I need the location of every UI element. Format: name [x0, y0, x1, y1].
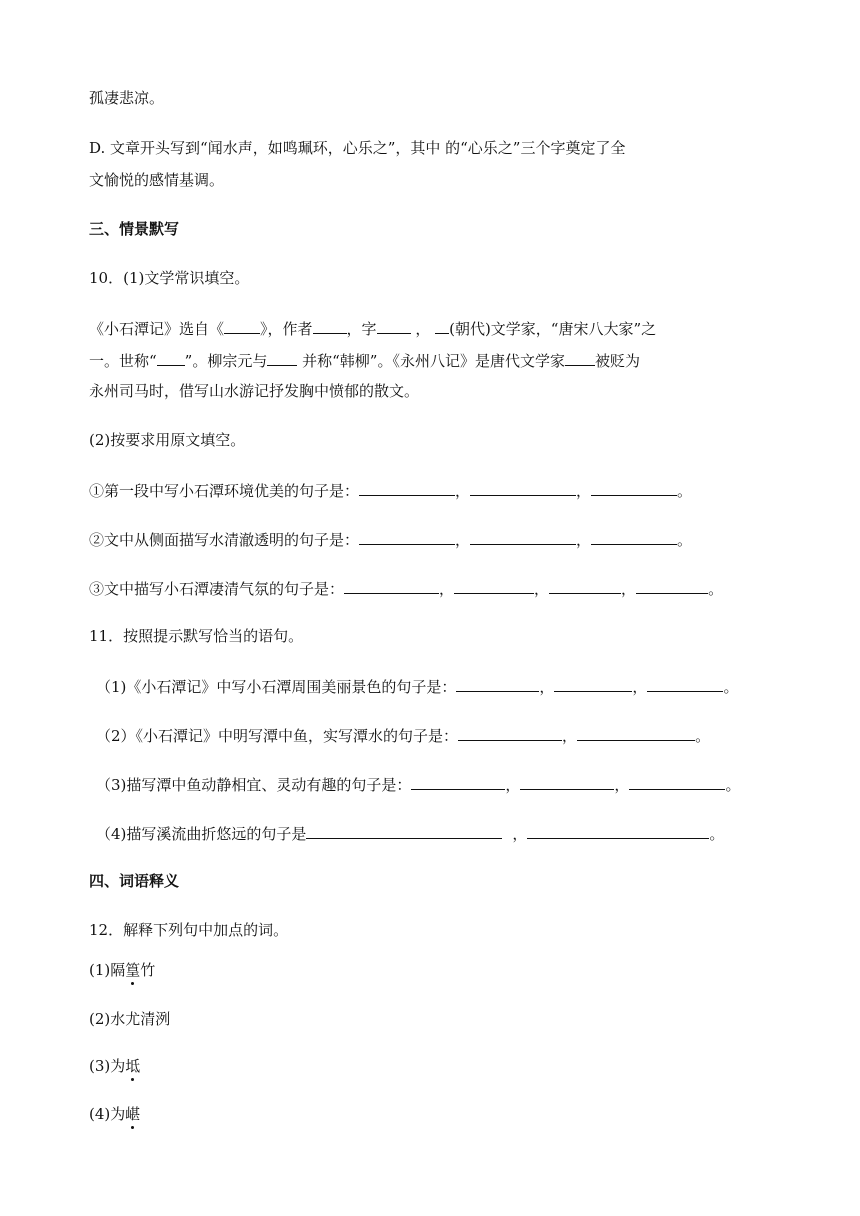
comma: ，	[512, 825, 528, 843]
answer-blank[interactable]	[267, 349, 297, 366]
answer-blank[interactable]	[549, 577, 621, 594]
text-segment: (1)隔	[89, 961, 126, 979]
text-segment: （4)描写溪流曲折悠远的句子是	[96, 825, 307, 843]
word-item-4	[89, 1104, 140, 1124]
text-segment: （1)《小石潭记》中写小石潭周围美丽景色的句子是：	[96, 678, 457, 696]
answer-blank[interactable]	[313, 317, 347, 334]
answer-blank[interactable]	[527, 822, 709, 839]
text-segment: 一。世称“	[89, 352, 157, 370]
option-d-line-1: D. 文章开头写到“闻水声，如鸣珮环，心乐之”，其中 的“心乐之”三个字奠定了全	[89, 139, 626, 157]
text-segment: ”。柳宗元与	[184, 352, 268, 370]
answer-blank[interactable]	[554, 675, 632, 692]
dotted-word: 篁	[125, 961, 141, 979]
period: 。	[695, 727, 711, 745]
word-item-2: (2)水尤清洌	[89, 1010, 171, 1028]
text-segment: 被贬为	[594, 352, 640, 370]
text-line: 孤凄悲凉。	[89, 89, 165, 107]
answer-blank[interactable]	[359, 528, 455, 545]
answer-blank[interactable]	[577, 724, 695, 741]
period: 。	[708, 580, 724, 598]
answer-blank[interactable]	[306, 822, 502, 839]
section-heading-3: 三、情景默写	[89, 220, 180, 238]
text-segment: ②文中从侧面描写水清澈透明的句子是：	[89, 531, 360, 549]
answer-blank[interactable]	[454, 577, 534, 594]
question-10-fill-line-2	[89, 349, 640, 371]
question-10-title: 10．(1)文学常识填空。	[89, 269, 250, 287]
text-segment: ，字	[346, 320, 377, 338]
answer-blank[interactable]	[224, 317, 260, 334]
question-10-fill-line-3: 永州司马时，借写山水游记抒发胸中愤郁的散文。	[89, 382, 420, 400]
text-segment: 》，作者	[260, 320, 313, 338]
answer-blank[interactable]	[591, 479, 677, 496]
comma: ，	[562, 727, 578, 745]
period: 。	[677, 531, 693, 549]
text-segment: 《小石潭记》选自《	[89, 320, 225, 338]
question-11-title: 11．按照提示默写恰当的语句。	[89, 627, 304, 645]
word-item-3	[89, 1056, 140, 1076]
answer-blank[interactable]	[629, 773, 725, 790]
answer-blank[interactable]	[359, 479, 455, 496]
text-segment: ①第一段中写小石潭环境优美的句子是：	[89, 482, 360, 500]
comma: ，	[576, 531, 592, 549]
period: 。	[677, 482, 693, 500]
answer-blank[interactable]	[157, 349, 185, 366]
text-segment: （3)描写潭中鱼动静相宜、灵动有趣的句子是：	[96, 776, 412, 794]
dotted-word: 坻	[125, 1057, 141, 1075]
question-10-item-1	[89, 479, 692, 501]
comma: ，	[455, 482, 471, 500]
answer-blank[interactable]	[647, 675, 723, 692]
period: 。	[723, 678, 739, 696]
text-segment: 并称“韩柳”。《永州八记》是唐代文学家	[297, 352, 565, 370]
answer-blank[interactable]	[344, 577, 439, 594]
text-segment: (3)为	[89, 1057, 126, 1075]
text-segment: (4)为	[89, 1105, 126, 1123]
answer-blank[interactable]	[470, 528, 576, 545]
answer-blank[interactable]	[565, 349, 595, 366]
answer-blank[interactable]	[470, 479, 576, 496]
period: 。	[709, 825, 725, 843]
answer-blank[interactable]	[458, 724, 562, 741]
answer-blank[interactable]	[456, 675, 539, 692]
word-item-1	[89, 960, 155, 980]
text-segment: (朝代)文学家，“唐宋八大家”之	[449, 320, 657, 338]
period: 。	[725, 776, 741, 794]
question-10-fill-line-1	[89, 317, 656, 339]
question-10-item-3	[89, 577, 723, 599]
comma: ，	[439, 580, 455, 598]
comma: ，	[576, 482, 592, 500]
text-segment: ，	[410, 320, 436, 338]
comma: ，	[505, 776, 521, 794]
question-11-item-1	[96, 675, 738, 697]
comma: ，	[539, 678, 555, 696]
comma: ，	[534, 580, 550, 598]
comma: ，	[614, 776, 630, 794]
text-segment: ③文中描写小石潭凄清气氛的句子是：	[89, 580, 345, 598]
answer-blank[interactable]	[435, 317, 449, 334]
answer-blank[interactable]	[636, 577, 708, 594]
text-segment: 竹	[140, 961, 156, 979]
question-10-part-2-title: (2)按要求用原文填空。	[89, 431, 246, 449]
answer-blank[interactable]	[520, 773, 614, 790]
question-11-item-4	[96, 822, 724, 844]
option-d-line-2: 文愉悦的感情基调。	[89, 171, 225, 189]
comma: ，	[632, 678, 648, 696]
text-segment: （2）《小石潭记》中明写潭中鱼，实写潭水的句子是：	[96, 727, 459, 745]
question-12-title: 12．解释下列句中加点的词。	[89, 921, 289, 939]
answer-blank[interactable]	[591, 528, 677, 545]
comma: ，	[455, 531, 471, 549]
question-11-item-2	[96, 724, 710, 746]
section-heading-4: 四、词语释义	[89, 872, 180, 890]
dotted-word: 嵁	[125, 1105, 141, 1123]
answer-blank[interactable]	[377, 317, 411, 334]
question-10-item-2	[89, 528, 692, 550]
answer-blank[interactable]	[411, 773, 505, 790]
question-11-item-3	[96, 773, 740, 795]
comma: ，	[621, 580, 637, 598]
